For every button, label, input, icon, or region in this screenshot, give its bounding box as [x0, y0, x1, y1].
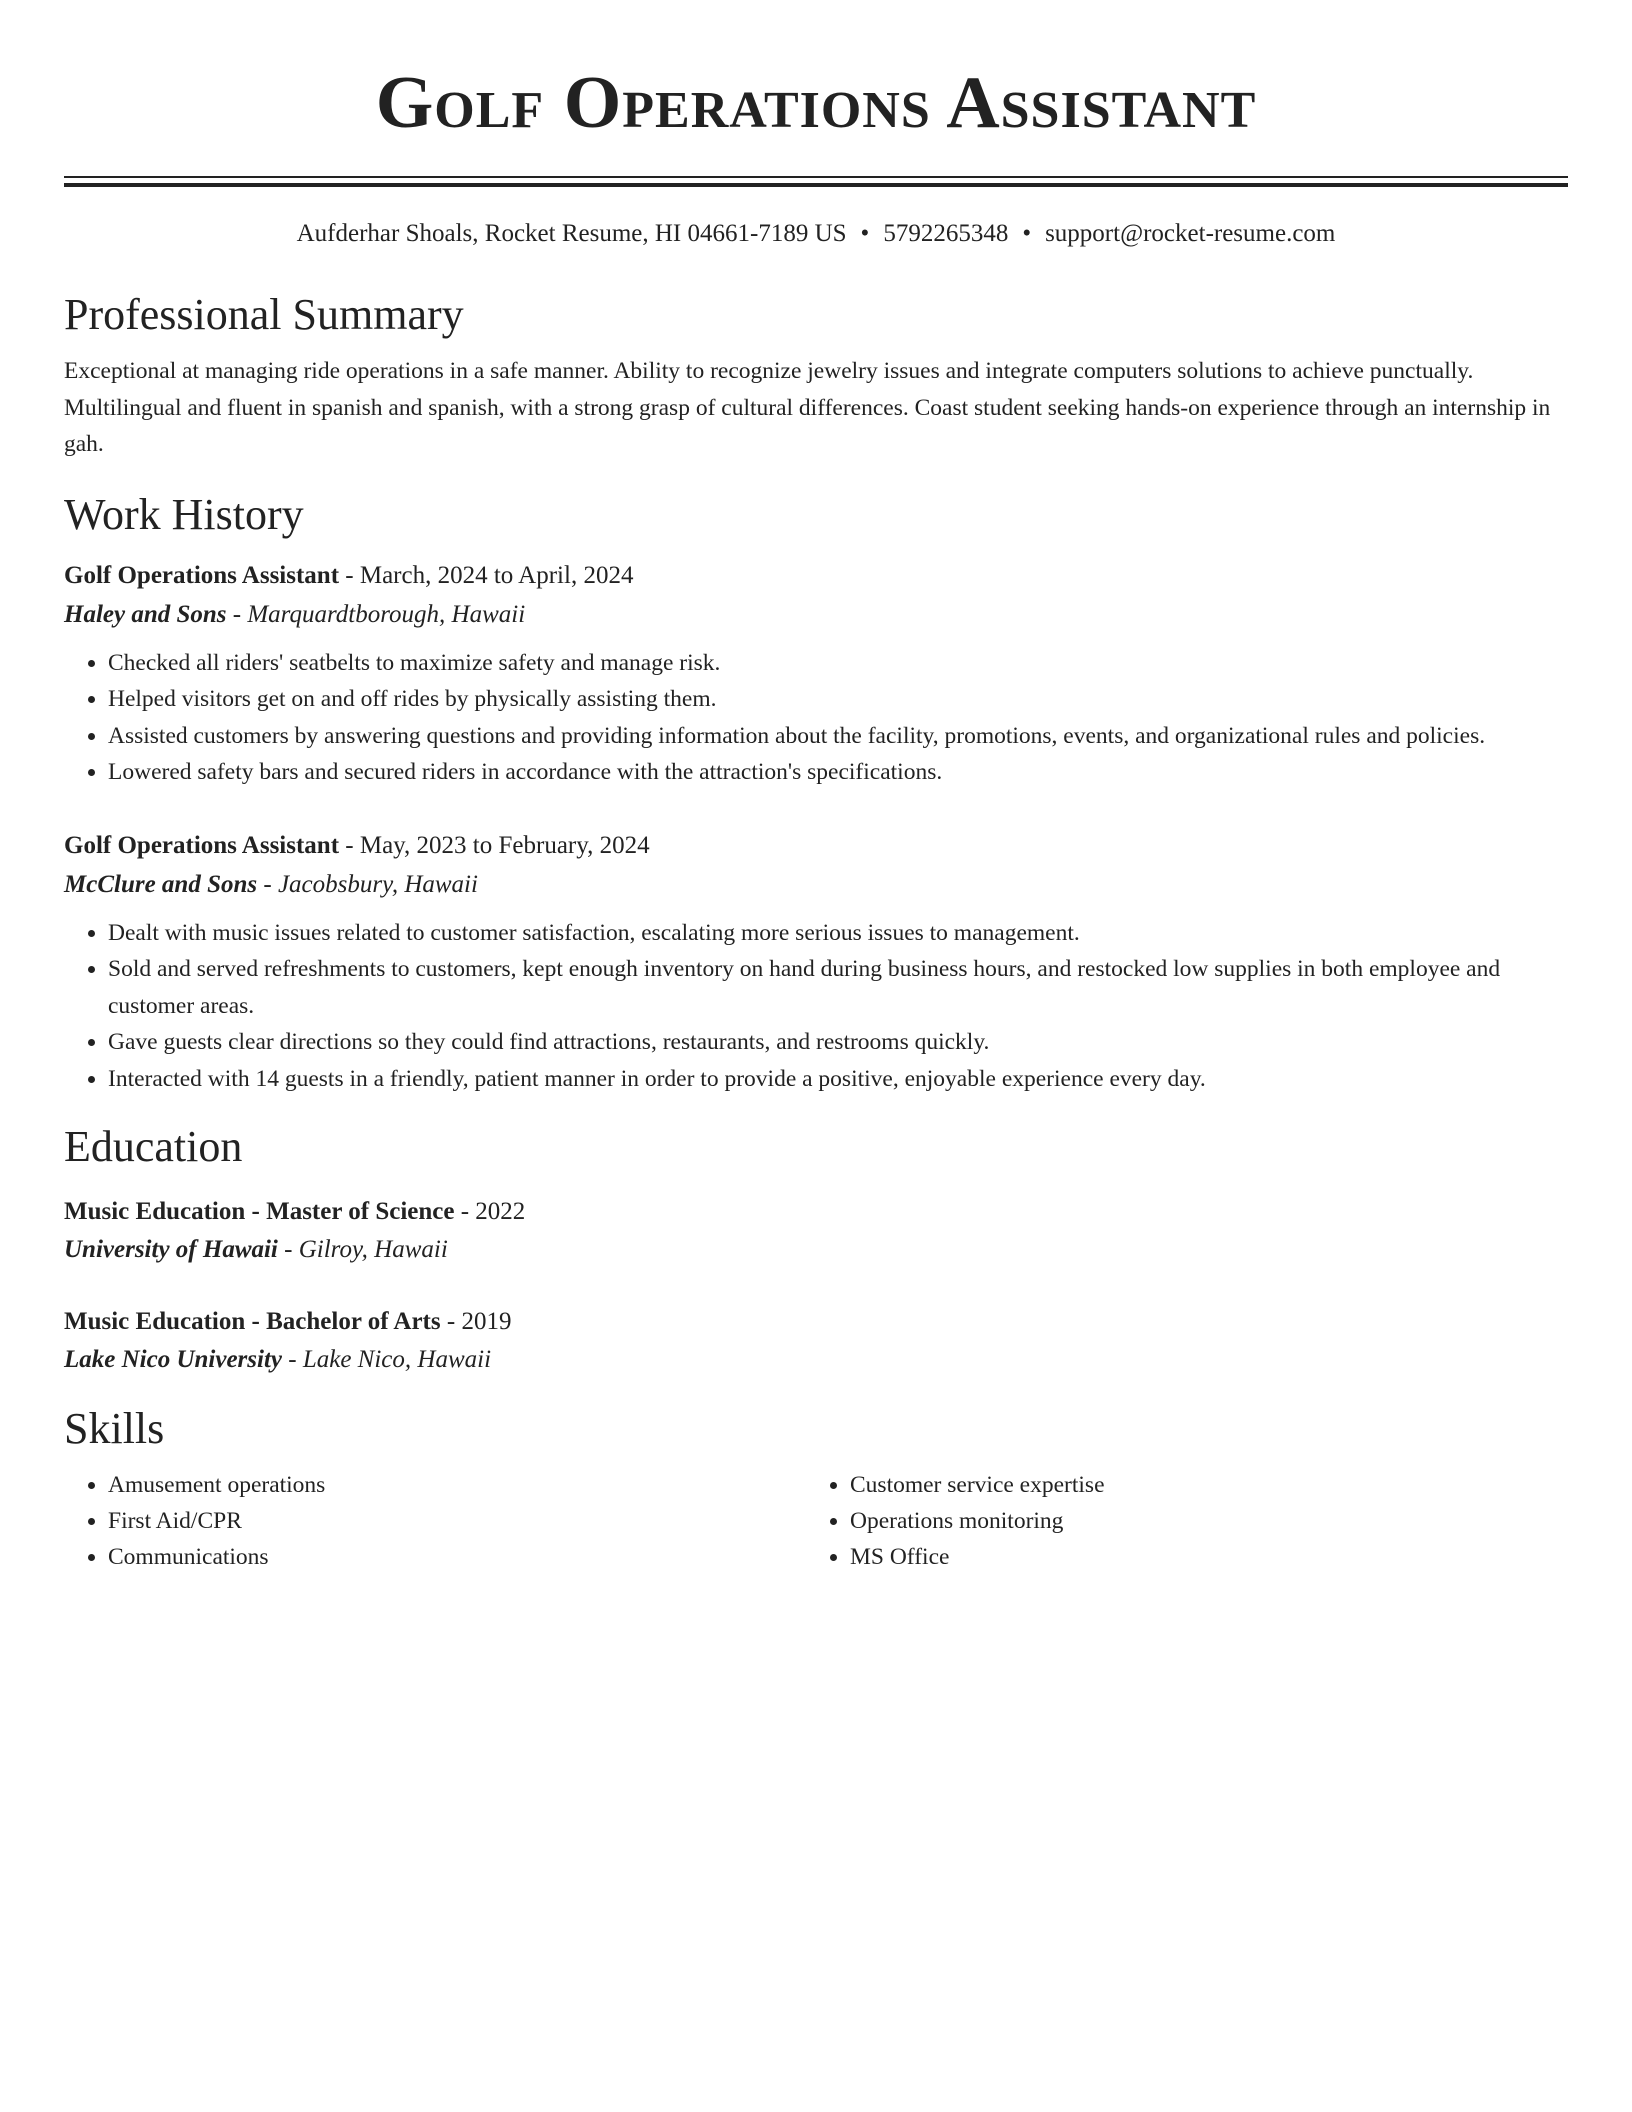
- skills-column-right: [806, 1467, 1548, 1575]
- header-divider: [64, 176, 1568, 187]
- skill-item: • Operations monitoring: [850, 1503, 1548, 1539]
- job-duty: • Sold and served refreshments to customers, kept enough inventory on hand during business hours, and restocked low supplies in both employee and customer areas.: [108, 951, 1568, 1024]
- job-entry: [64, 827, 1568, 1098]
- education-institution: [64, 1231, 1568, 1269]
- contact-email: support@rocket-resume.com: [1045, 220, 1336, 247]
- summary-heading: Professional Summary: [64, 290, 464, 339]
- job-employer: [64, 595, 1568, 635]
- education-institution: [64, 1341, 1568, 1379]
- job-company: Haley and Sons: [64, 600, 227, 628]
- education-degree: Music Education - Bachelor of Arts: [64, 1308, 441, 1335]
- job-location: - Marquardtborough, Hawaii: [226, 600, 526, 628]
- job-duty: • Interacted with 14 guests in a friendly, patient manner in order to provide a positive, enjoyable experience every day.: [108, 1061, 1568, 1098]
- education-entry: [64, 1303, 1568, 1379]
- job-header: [64, 827, 1568, 865]
- skill-item: • Communications: [108, 1539, 806, 1575]
- job-duty: • Assisted customers by answering questions and providing information about the facility, promotions, events, and organizational rules and policies.: [108, 718, 1568, 755]
- job-duty: • Lowered safety bars and secured riders in accordance with the attraction's specifications.: [108, 754, 1568, 791]
- education-school: Lake Nico University: [64, 1346, 283, 1373]
- education-entry: [64, 1193, 1568, 1269]
- job-location: - Jacobsbury, Hawaii: [257, 870, 478, 898]
- skill-item: • Amusement operations: [108, 1467, 806, 1503]
- contact-address: Aufderhar Shoals, Rocket Resume, HI 04661-7189 US: [296, 220, 847, 247]
- skill-item: • MS Office: [850, 1539, 1548, 1575]
- contact-separator: •: [1022, 220, 1032, 247]
- summary-text: Exceptional at managing ride operations in a safe manner. Ability to recognize jewelry issues and integrate computers solutions to achieve punctually. Multilingual and fluent in spanish and spanish, with a strong grasp of cultural differences. Coast student seeking hands-on experience through an internship in gah.: [64, 358, 1551, 457]
- education-heading: Education: [64, 1122, 243, 1171]
- education-location: - Gilroy, Hawaii: [277, 1236, 448, 1263]
- education-year: - 2022: [454, 1198, 526, 1225]
- education-year: - 2019: [440, 1308, 512, 1335]
- education-header: [64, 1193, 1568, 1231]
- job-duty: • Gave guests clear directions so they could find attractions, restaurants, and restrooms quickly.: [108, 1024, 1568, 1061]
- job-duty: • Dealt with music issues related to customer satisfaction, escalating more serious issues to management.: [108, 915, 1568, 952]
- skill-item: • First Aid/CPR: [108, 1503, 806, 1539]
- job-duty: • Helped visitors get on and off rides by physically assisting them.: [108, 681, 1568, 718]
- job-entry: [64, 557, 1568, 791]
- work-history-heading: Work History: [64, 489, 304, 539]
- skill-item: • Customer service expertise: [850, 1467, 1548, 1503]
- contact-separator: •: [860, 220, 870, 247]
- education-location: - Lake Nico, Hawaii: [282, 1346, 492, 1373]
- job-company: McClure and Sons: [64, 870, 258, 898]
- job-duties-list: [64, 645, 1568, 791]
- skills-heading: Skills: [64, 1404, 165, 1453]
- education-degree: Music Education - Master of Science: [64, 1198, 455, 1225]
- job-role: Golf Operations Assistant: [64, 831, 340, 859]
- job-role: Golf Operations Assistant: [64, 561, 340, 589]
- job-dates: - May, 2023 to February, 2024: [339, 831, 650, 859]
- education-school: University of Hawaii: [64, 1236, 278, 1263]
- skills-column-left: [64, 1467, 806, 1575]
- resume-name: Golf Operations Assistant: [375, 62, 1257, 144]
- job-duty: • Checked all riders' seatbelts to maximize safety and manage risk.: [108, 645, 1568, 682]
- contact-line: [64, 217, 1568, 251]
- job-dates: - March, 2024 to April, 2024: [339, 561, 634, 589]
- contact-phone: 5792265348: [883, 220, 1009, 247]
- job-employer: [64, 865, 1568, 905]
- job-duties-list: [64, 915, 1568, 1098]
- job-header: [64, 557, 1568, 595]
- education-header: [64, 1303, 1568, 1341]
- skills-grid: [64, 1467, 1568, 1575]
